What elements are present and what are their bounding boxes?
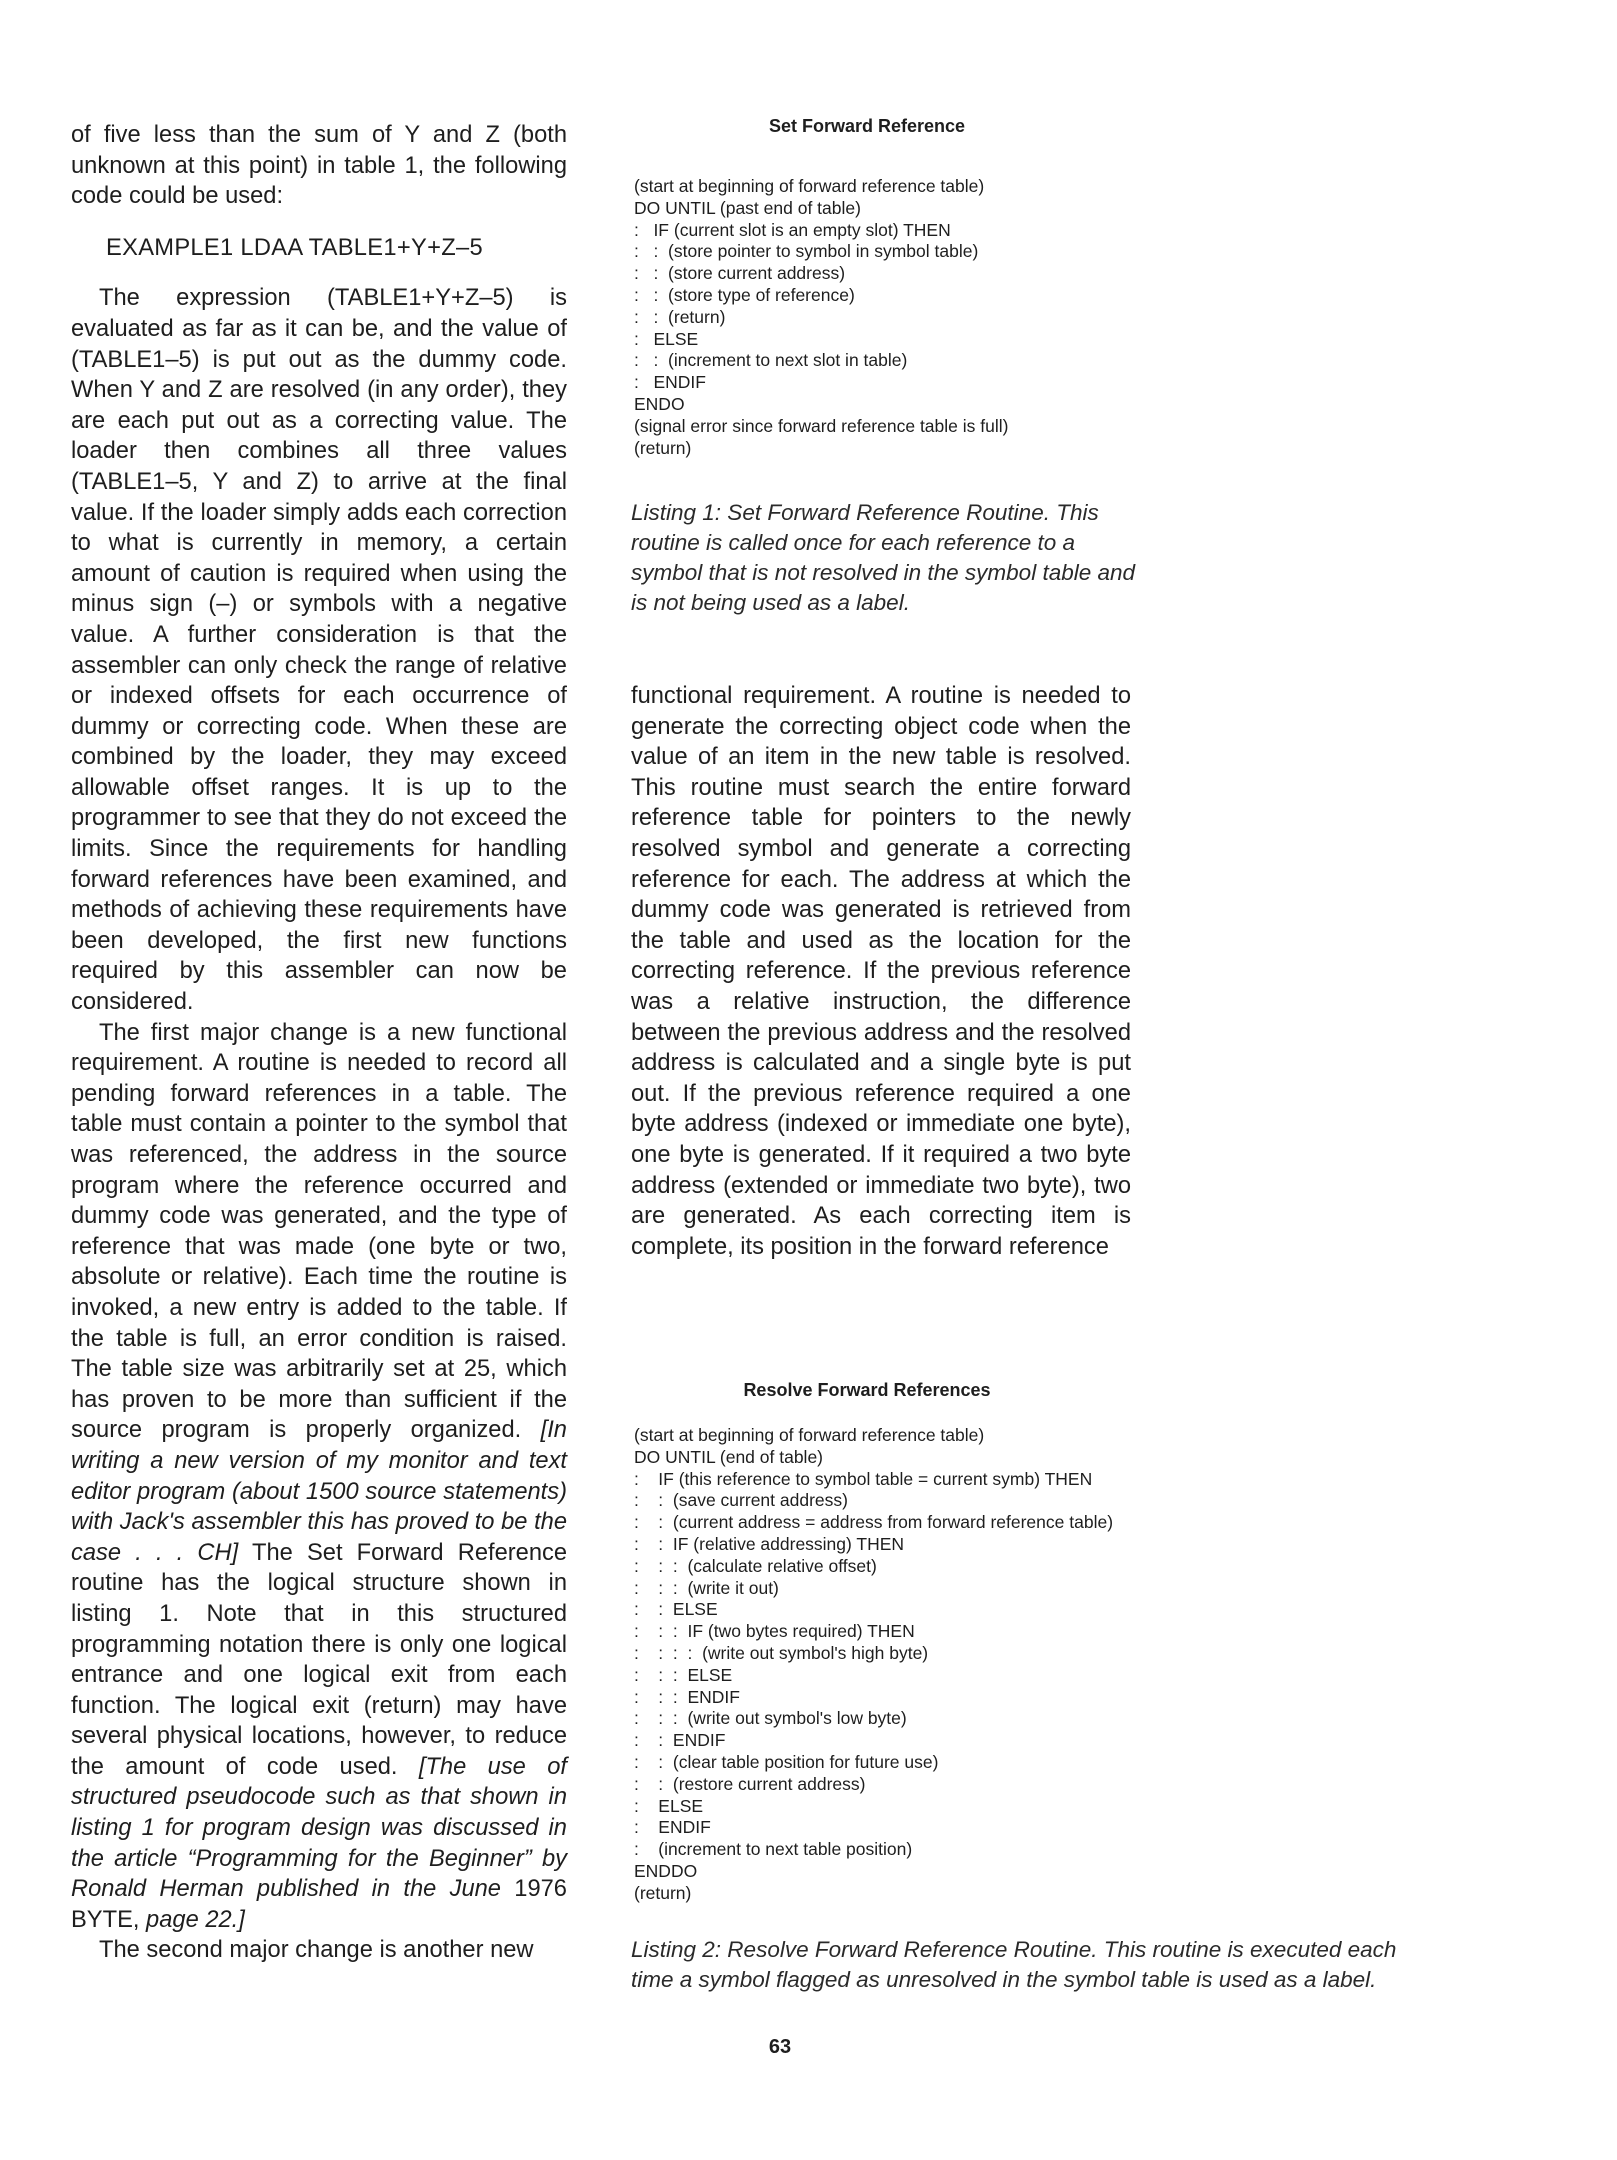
editor-note-2: [The use of structured pseudocode such as that shown in listing 1 for program design was discussed in the article “Programming for the Beginner” by Ronald Herman published in the June	[71, 1753, 567, 1903]
code-line: (return)	[634, 1882, 692, 1903]
code-line: : : : ELSE	[634, 1664, 733, 1685]
left-column	[71, 120, 567, 1966]
page-number: 63	[768, 2036, 792, 2058]
code-line: : IF (this reference to symbol table = current symb) THEN	[634, 1468, 1093, 1489]
editor-note-1: [In writing a new version of my monitor and text editor program (about 1500 source statements) with Jack's assembler this has proved to be the case . . . CH]	[71, 1417, 567, 1566]
listing-2-title: Resolve Forward References	[743, 1380, 991, 1400]
first-change-paragraph	[71, 1018, 567, 1936]
code-line: : : (return)	[634, 306, 726, 327]
listing-2-code	[634, 1425, 1113, 1905]
code-line: : ENDIF	[634, 372, 706, 393]
code-line: (start at beginning of forward reference table)	[634, 1425, 985, 1445]
editor-note-2-page: page 22.]	[146, 1906, 245, 1933]
code-line: : : : (write out symbol's low byte)	[634, 1708, 907, 1729]
code-line: : : (current address = address from forward reference table)	[634, 1512, 1114, 1533]
code-line: : (increment to next table position)	[634, 1839, 913, 1860]
code-line: ENDDO	[634, 1860, 698, 1881]
code-line: (signal error since forward reference table is full)	[634, 415, 1009, 436]
code-line: (return)	[634, 437, 692, 458]
listing-1-caption: Listing 1: Set Forward Reference Routine. This routine is called once for each reference to a symbol that is not resolved in the symbol table and is not being used as a label.	[631, 500, 1136, 615]
code-line: : : : ENDIF	[634, 1686, 740, 1707]
right-column	[631, 681, 1131, 1262]
second-change-paragraph: The second major change is another new	[99, 1937, 534, 1964]
code-line: : : (save current address)	[634, 1490, 848, 1511]
code-line: : : ELSE	[634, 1599, 718, 1620]
code-line: : : (store type of reference)	[634, 284, 855, 305]
code-line: : : (store current address)	[634, 263, 846, 284]
code-line: (start at beginning of forward reference table)	[634, 176, 985, 196]
code-line: DO UNTIL (end of table)	[634, 1446, 824, 1467]
code-line: : : : (write it out)	[634, 1577, 779, 1598]
code-line: : : (store pointer to symbol in symbol table)	[634, 241, 979, 262]
listing-1-code	[634, 176, 1008, 459]
listing-1-title: Set Forward Reference	[768, 116, 966, 136]
code-line: DO UNTIL (past end of table)	[634, 197, 861, 218]
code-line: ENDO	[634, 393, 685, 414]
first-change-text: The first major change is a new functional requirement. A routine is needed to record all pending forward references in a table. The table must contain a pointer to the symbol that was referenced, the address in the source program where the reference occurred and dummy code was generated, and the type of reference that was made (one byte or two, absolute or relative). Each time the routine is invoked, a new entry is added to the table. If the table is full, an error condition is raised. The table size was arbitrarily set at 25, which has proven to be more than sufficient if the source program is properly organized.	[71, 1019, 567, 1444]
listing-2-caption-line-1: Listing 2: Resolve Forward Reference Routine. This routine is executed each	[631, 1937, 1397, 1962]
editor-note-2-issue: 1976 BYTE,	[71, 1876, 567, 1933]
listing-reference-text: The Set Forward Reference routine has the logical structure shown in listing 1. Note that in this structured programming notation there is only one logical entrance and one logical exit from each function. The logical exit (return) may have several physical locations, however, to reduce the amount of code used.	[71, 1539, 568, 1780]
code-line: : : : (calculate relative offset)	[634, 1555, 877, 1576]
code-line: : : : IF (two bytes required) THEN	[634, 1621, 915, 1642]
code-line: : : (clear table position for future use)	[634, 1751, 939, 1772]
code-line: : : (increment to next slot in table)	[634, 350, 908, 371]
code-line: : ENDIF	[634, 1817, 711, 1838]
code-line: : ELSE	[634, 328, 699, 349]
listing-2-caption	[631, 1935, 1531, 1995]
right-column-paragraph: functional requirement. A routine is needed to generate the correcting object code when the value of an item in the new table is resolved. This routine must search the entire forward reference table for pointers to the newly resolved symbol and generate a correcting reference for each. The address at which the dummy code was generated is retrieved from the table and used as the location for the correcting reference. If the previous reference was a relative instruction, the difference between the previous address and the resolved address is calculated and a single byte is put out. If the previous reference required a one byte address (indexed or immediate one byte), one byte is generated. If it required a two byte address (extended or immediate two byte), two are generated. As each correcting item is complete, its position in the forward reference	[631, 683, 1131, 1260]
code-line: : : : : (write out symbol's high byte)	[634, 1642, 929, 1663]
code-line: : ELSE	[634, 1795, 704, 1816]
listing-2-caption-line-2: time a symbol flagged as unresolved in the symbol table is used as a label.	[631, 1967, 1377, 1992]
code-line: : : IF (relative addressing) THEN	[634, 1533, 905, 1554]
code-line: : IF (current slot is an empty slot) THEN	[634, 219, 951, 240]
intro-paragraph: of five less than the sum of Y and Z (both unknown at this point) in table 1, the following code could be used:	[71, 122, 567, 210]
code-line: : : ENDIF	[634, 1730, 726, 1751]
expression-paragraph: The expression (TABLE1+Y+Z–5) is evaluated as far as it can be, and the value of (TABLE1–5) is put out as the dummy code. When Y and Z are resolved (in any order), they are each put out as a correcting value. The loader then combines all three values (TABLE1–5, Y and Z) to arrive at the final value. If the loader simply adds each correction to what is currently in memory, a certain amount of caution is required when using the minus sign (–) or symbols with a negative value. A further consideration is that the assembler can only check the range of relative or indexed offsets for each occurrence of dummy or correcting code. When these are combined by the loader, they may exceed allowable offset ranges. It is up to the programmer to see that they do not exceed the limits. Since the requirements for handling forward references have been examined, and methods of achieving these requirements have been developed, the first new functions required by this assembler can now be considered.	[71, 285, 567, 1016]
code-example: EXAMPLE1 LDAA TABLE1+Y+Z–5	[106, 234, 483, 261]
code-line: : : (restore current address)	[634, 1773, 866, 1794]
